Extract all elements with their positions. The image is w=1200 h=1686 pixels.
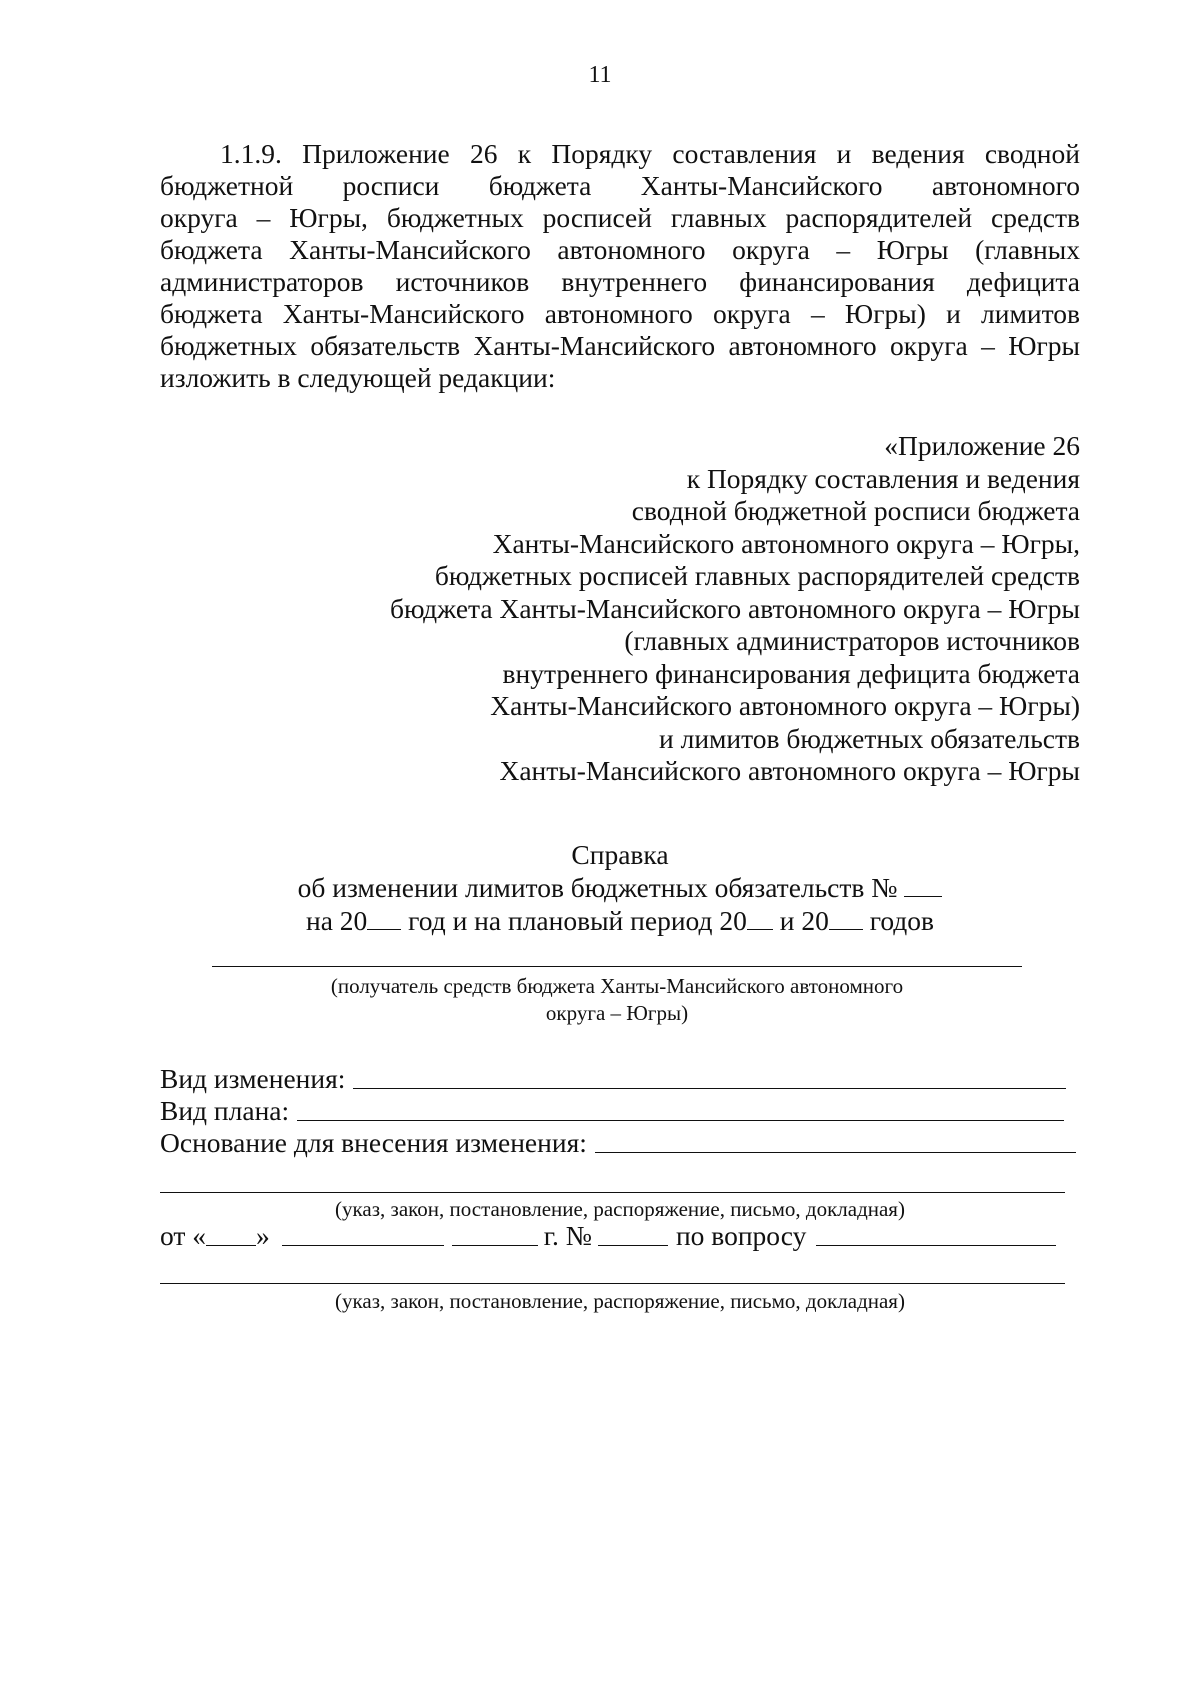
change-fields: [160, 1063, 1080, 1159]
paragraph-line: бюджета Ханты-Мансийского автономного округа – Югры) и лимитов: [160, 298, 1080, 329]
appendix-line: сводной бюджетной росписи бюджета: [631, 495, 1080, 526]
appendix-line: и лимитов бюджетных обязательств: [659, 722, 1080, 754]
certificate-period: на 20 год и на плановый период 20 и 20 годов: [305, 905, 934, 936]
paragraph-line: бюджета Ханты-Мансийского автономного округа – Югры (главных: [160, 234, 1080, 265]
appendix-line: к Порядку составления и ведения: [686, 462, 1080, 494]
plan-type-label: Вид плана:: [160, 1095, 290, 1126]
plan-year-1-blank[interactable]: [747, 907, 773, 930]
appendix-line: внутреннего финансирования дефицита бюджета: [502, 657, 1080, 689]
appendix-line: Ханты-Мансийского автономного округа – Югры,: [492, 527, 1080, 559]
number-blank[interactable]: [904, 874, 942, 897]
year-blank[interactable]: [367, 907, 401, 930]
appendix-line: (главных администраторов источников: [624, 625, 1080, 656]
appendix-line: «Приложение 26: [884, 430, 1080, 461]
paragraph-line: изложить в следующей редакции:: [160, 362, 556, 393]
question-blank[interactable]: [816, 1244, 1056, 1246]
plan-type-row: [160, 1095, 1080, 1127]
appendix-line: бюджета Ханты-Мансийского автономного округа – Югры: [390, 592, 1080, 624]
date-number-row: [160, 1220, 1080, 1252]
recipient-caption: (получатель средств бюджета Ханты-Мансийского автономного округа – Югры): [330, 974, 904, 1025]
paragraph-line: округа – Югры, бюджетных росписей главных распорядителей средств: [160, 202, 1080, 233]
paragraph-line: 1.1.9. Приложение 26 к Порядку составления и ведения сводной: [220, 138, 1080, 169]
document-type-caption: (указ, закон, постановление, распоряжение, письмо, докладная): [335, 1197, 905, 1221]
basis-input[interactable]: [595, 1151, 1076, 1153]
appendix-line: Ханты-Мансийского автономного округа – Югры: [499, 755, 1080, 786]
paragraph-line: администраторов источников внутреннего финансирования дефицита: [160, 266, 1080, 297]
appendix-header: [180, 430, 1080, 788]
change-type-label: Вид изменения:: [160, 1063, 346, 1094]
document-type-caption-2: (указ, закон, постановление, распоряжение, письмо, докладная): [335, 1289, 905, 1313]
change-type-input[interactable]: [353, 1087, 1066, 1089]
certificate-title: Справка: [571, 839, 669, 870]
on-question-label: по вопросу: [675, 1220, 807, 1251]
basis-label: Основание для внесения изменения:: [160, 1127, 587, 1158]
month-blank[interactable]: [282, 1244, 444, 1246]
page-number: 11: [588, 62, 612, 88]
certificate-subtitle: об изменении лимитов бюджетных обязательств №: [160, 871, 1080, 904]
from-label: от «: [160, 1220, 207, 1251]
appendix-line: бюджетных росписей главных распорядителей средств: [434, 560, 1080, 591]
day-blank[interactable]: [206, 1244, 256, 1246]
year-blank-2[interactable]: [452, 1244, 538, 1246]
paragraph-line: бюджетных обязательств Ханты-Мансийского автономного округа – Югры: [160, 330, 1080, 361]
close-quote: »: [256, 1220, 270, 1251]
basis-row: [160, 1127, 1080, 1159]
plan-year-2-blank[interactable]: [829, 907, 863, 930]
plan-type-input[interactable]: [297, 1119, 1064, 1121]
year-number-label: г. №: [543, 1220, 592, 1251]
certificate-title-block: [160, 838, 1080, 937]
recipient-input-line[interactable]: [212, 966, 1022, 967]
basis-continuation-line[interactable]: [160, 1192, 1065, 1193]
question-continuation-line[interactable]: [160, 1283, 1065, 1284]
document-number-blank[interactable]: [598, 1244, 668, 1246]
appendix-line: Ханты-Мансийского автономного округа – Югры): [490, 690, 1080, 721]
amendment-paragraph: [160, 138, 1080, 394]
change-type-row: [160, 1063, 1080, 1095]
paragraph-line: бюджетной росписи бюджета Ханты-Мансийского автономного: [160, 170, 1080, 201]
